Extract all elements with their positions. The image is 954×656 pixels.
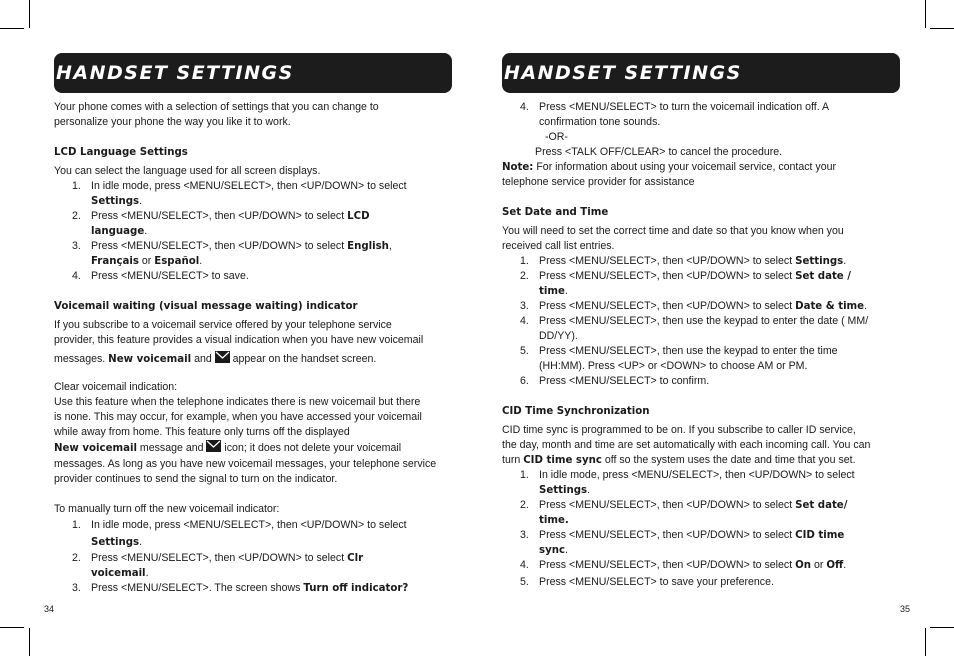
page-title-banner: HANDSET SETTINGS xyxy=(54,53,452,93)
left-page xyxy=(54,53,452,596)
list-item: 1. In idle mode, press <MENU/SELECT>, then <UP/DOWN> to select Settings. xyxy=(72,180,407,207)
crop-mark xyxy=(930,627,954,628)
set-date-time-description: You will need to set the correct time and date so that you know when you received call list entries. xyxy=(502,225,844,252)
set-date-time-heading: Set Date and Time xyxy=(502,207,609,218)
right-content xyxy=(502,100,900,590)
page-number: 35 xyxy=(900,604,911,614)
crop-mark xyxy=(930,28,954,29)
list-item: 2. Press <MENU/SELECT>, then <UP/DOWN> to select Clr voicemail. xyxy=(72,552,364,579)
note-text: Note: For information about using your voicemail service, contact your telephone service provider for assistance xyxy=(502,161,837,188)
list-item: 2. Press <MENU/SELECT>, then <UP/DOWN> to select LCD language. xyxy=(72,210,370,237)
lcd-steps xyxy=(54,179,452,284)
page-number: 34 xyxy=(44,604,55,614)
list-item: 3. Press <MENU/SELECT>, then <UP/DOWN> to select English, Français or Español. xyxy=(72,240,392,267)
list-item: 2. Press <MENU/SELECT>, then <UP/DOWN> to select Set date/ time. xyxy=(520,499,848,526)
voicemail-description: If you subscribe to a voicemail service offered by your telephone service provider, this feature provides a visual indication when you have new voicemail messages. New voicemail and appear on the handset screen. xyxy=(54,319,424,365)
list-item: 2. Press <MENU/SELECT>, then <UP/DOWN> to select Set date / time. xyxy=(520,270,851,297)
crop-mark xyxy=(0,627,24,628)
list-item: 1. Press <MENU/SELECT>, then <UP/DOWN> to select Settings. xyxy=(520,255,847,267)
intro-line: Your phone comes with a selection of settings that you can change to xyxy=(54,101,379,113)
left-content xyxy=(54,100,452,596)
page-title-banner: HANDSET SETTINGS xyxy=(502,53,900,93)
list-item: 4. Press <MENU/SELECT>, then use the keypad to enter the date ( MM/ DD/YY). xyxy=(520,315,869,342)
cid-steps xyxy=(502,468,900,590)
crop-mark xyxy=(29,628,30,656)
lcd-description: You can select the language used for all screen displays. xyxy=(54,165,321,177)
intro-line: personalize your phone the way you like it to work. xyxy=(54,116,291,128)
cid-sync-heading: CID Time Synchronization xyxy=(502,406,650,417)
crop-mark xyxy=(925,0,926,28)
list-item: 5. Press <MENU/SELECT> to save your preference. xyxy=(520,576,774,588)
turn-off-label: To manually turn off the new voicemail indicator: xyxy=(54,503,280,515)
envelope-icon xyxy=(215,351,230,363)
cancel-text: Press <TALK OFF/CLEAR> to cancel the procedure. xyxy=(535,146,783,158)
clear-voicemail-description: Use this feature when the telephone indicates there is new voicemail but there is none. This may occur, for example, when you have accessed your voicemail while away from home. This feature only turns off the displayed New voicemail message and icon; it does not delete your voicemail messages. As long as you have new voicemail messages, your telephone service provider continues to send the signal to turn on the indicator. xyxy=(54,396,437,485)
list-item: 3. Press <MENU/SELECT>, then <UP/DOWN> to select Date & time. xyxy=(520,300,868,312)
list-item: 3. Press <MENU/SELECT>, then <UP/DOWN> to select CID time sync. xyxy=(520,529,845,556)
right-page xyxy=(502,53,900,590)
list-item: 4. Press <MENU/SELECT> to turn the voicemail indication off. A confirmation tone sounds. -OR- xyxy=(520,101,830,143)
crop-mark xyxy=(29,0,30,28)
turn-off-steps xyxy=(54,517,452,596)
continued-steps xyxy=(502,100,900,145)
voicemail-heading: Voicemail waiting (visual message waiting) indicator xyxy=(54,301,358,312)
date-time-steps xyxy=(502,254,900,389)
list-item: 4. Press <MENU/SELECT>, then <UP/DOWN> to select On or Off. xyxy=(520,559,847,571)
list-item: 1. In idle mode, press <MENU/SELECT>, then <UP/DOWN> to select Settings. xyxy=(72,519,407,548)
list-item: 5. Press <MENU/SELECT>, then use the keypad to enter the time (HH:MM). Press <UP> or <DOWN> to choose AM or PM. xyxy=(520,345,838,372)
envelope-icon xyxy=(206,440,221,452)
lcd-language-heading: LCD Language Settings xyxy=(54,147,188,158)
intro-text xyxy=(54,100,452,130)
clear-voicemail-label: Clear voicemail indication: xyxy=(54,381,178,393)
crop-mark xyxy=(925,628,926,656)
crop-mark xyxy=(0,28,24,29)
cid-sync-description: CID time sync is programmed to be on. If you subscribe to caller ID service, the day, month and time are set automatically with each incoming call. You can turn CID time sync off so the system uses the date and time that you set. xyxy=(502,424,871,466)
list-item: 6. Press <MENU/SELECT> to confirm. xyxy=(520,375,710,387)
list-item: 3. Press <MENU/SELECT>. The screen shows Turn off indicator? xyxy=(72,582,409,594)
list-item: 4. Press <MENU/SELECT> to save. xyxy=(72,270,249,282)
list-item: 1. In idle mode, press <MENU/SELECT>, then <UP/DOWN> to select Settings. xyxy=(520,469,855,496)
